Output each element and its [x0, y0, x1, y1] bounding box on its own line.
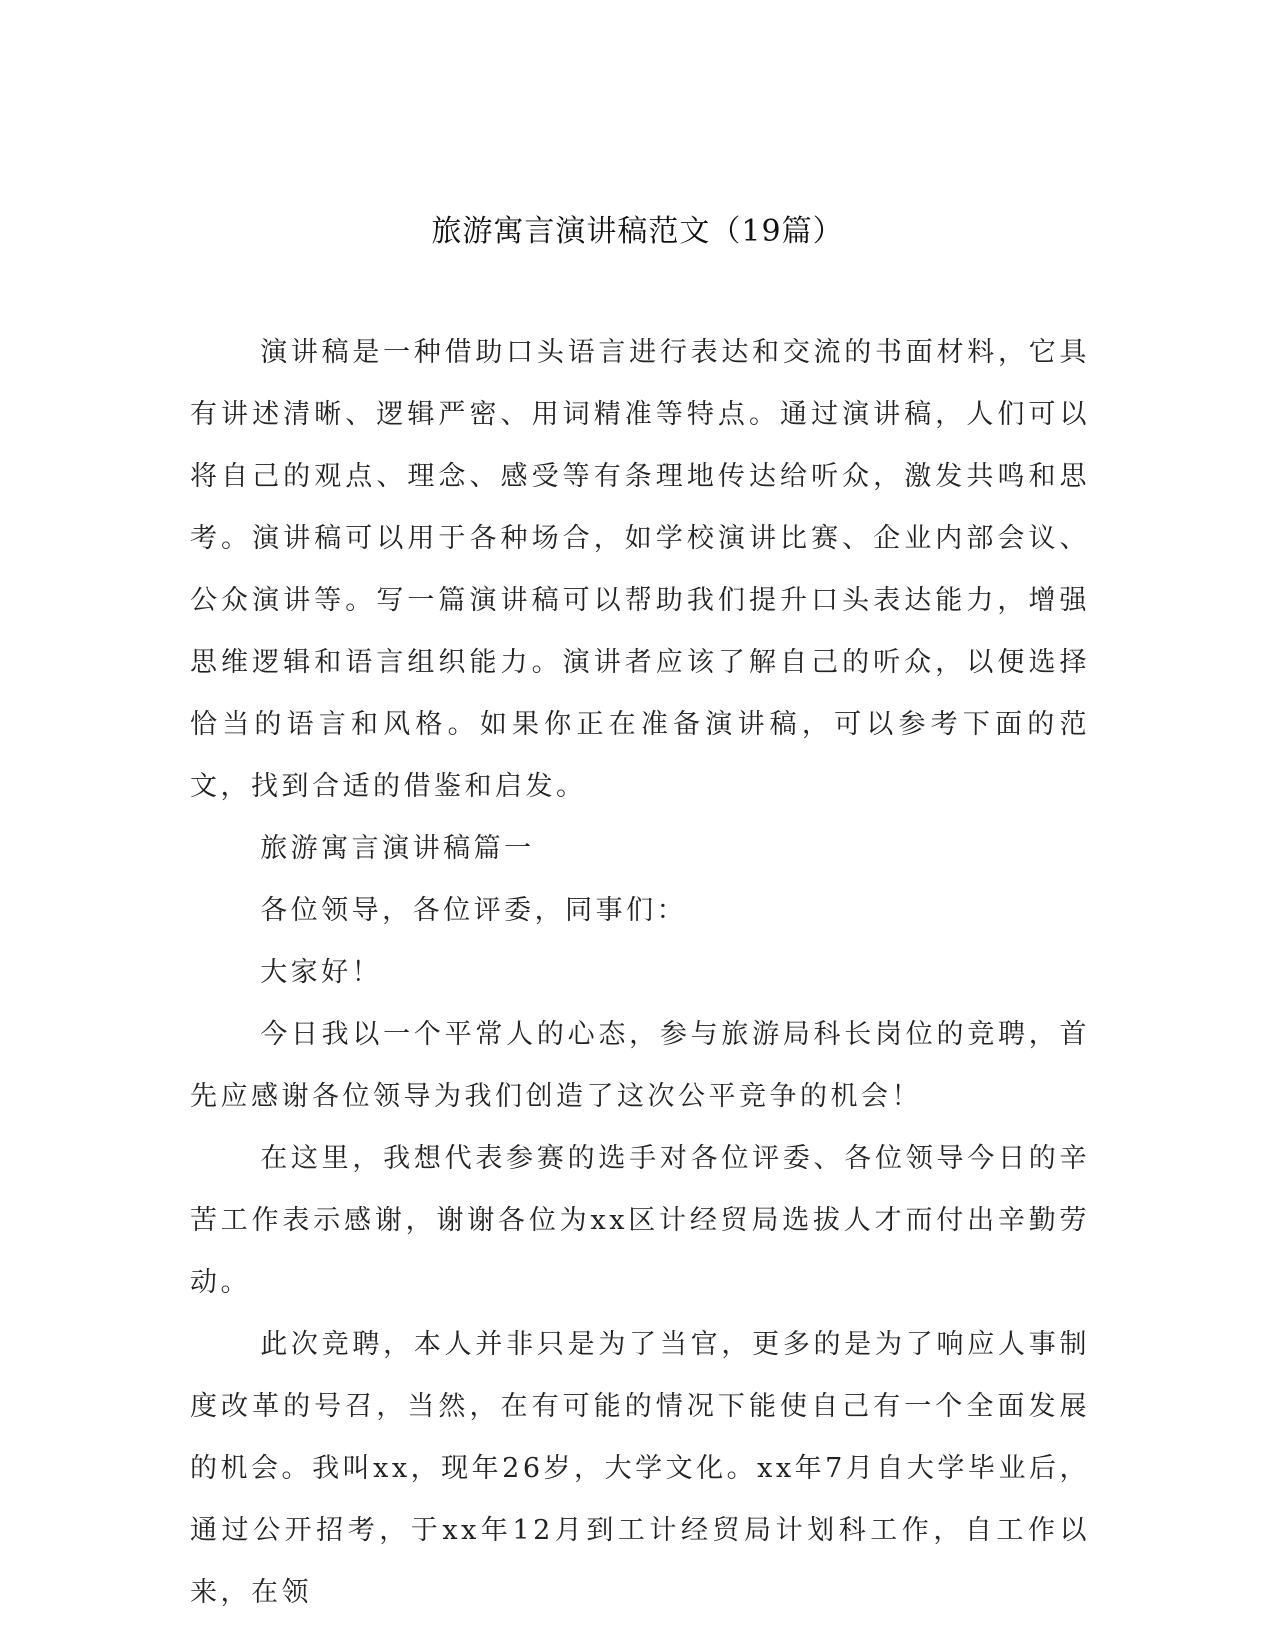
body-paragraph: 此次竞聘，本人并非只是为了当官，更多的是为了响应人事制度改革的号召，当然，在有可能的情况下能使自己有一个全面发展的机会。我叫xx，现年26岁，大学文化。xx年7月自大学毕业后，通过公开招考，于xx年12月到工计经贸局计划科工作，自工作以来，在领 — [190, 1329, 1090, 1608]
section-heading: 旅游寓言演讲稿篇一 — [260, 833, 535, 864]
document-body — [190, 322, 1090, 1624]
greeting: 大家好！ — [260, 957, 383, 988]
salutation: 各位领导，各位评委，同事们： — [260, 895, 688, 926]
body-paragraph: 今日我以一个平常人的心态，参与旅游局科长岗位的竞聘，首先应感谢各位领导为我们创造了这次公平竞争的机会！ — [190, 1019, 1090, 1112]
document-title: 旅游寓言演讲稿范文（19篇） — [431, 214, 844, 249]
body-paragraph: 在这里，我想代表参赛的选手对各位评委、各位领导今日的辛苦工作表示感谢，谢谢各位为xx区计经贸局选拔人才而付出辛勤劳动。 — [190, 1143, 1090, 1298]
intro-paragraph: 演讲稿是一种借助口头语言进行表达和交流的书面材料，它具有讲述清晰、逻辑严密、用词精准等特点。通过演讲稿，人们可以将自己的观点、理念、感受等有条理地传达给听众，激发共鸣和思考。演讲稿可以用于各种场合，如学校演讲比赛、企业内部会议、公众演讲等。写一篇演讲稿可以帮助我们提升口头表达能力，增强思维逻辑和语言组织能力。演讲者应该了解自己的听众，以便选择恰当的语言和风格。如果你正在准备演讲稿，可以参考下面的范文，找到合适的借鉴和启发。 — [190, 337, 1090, 802]
